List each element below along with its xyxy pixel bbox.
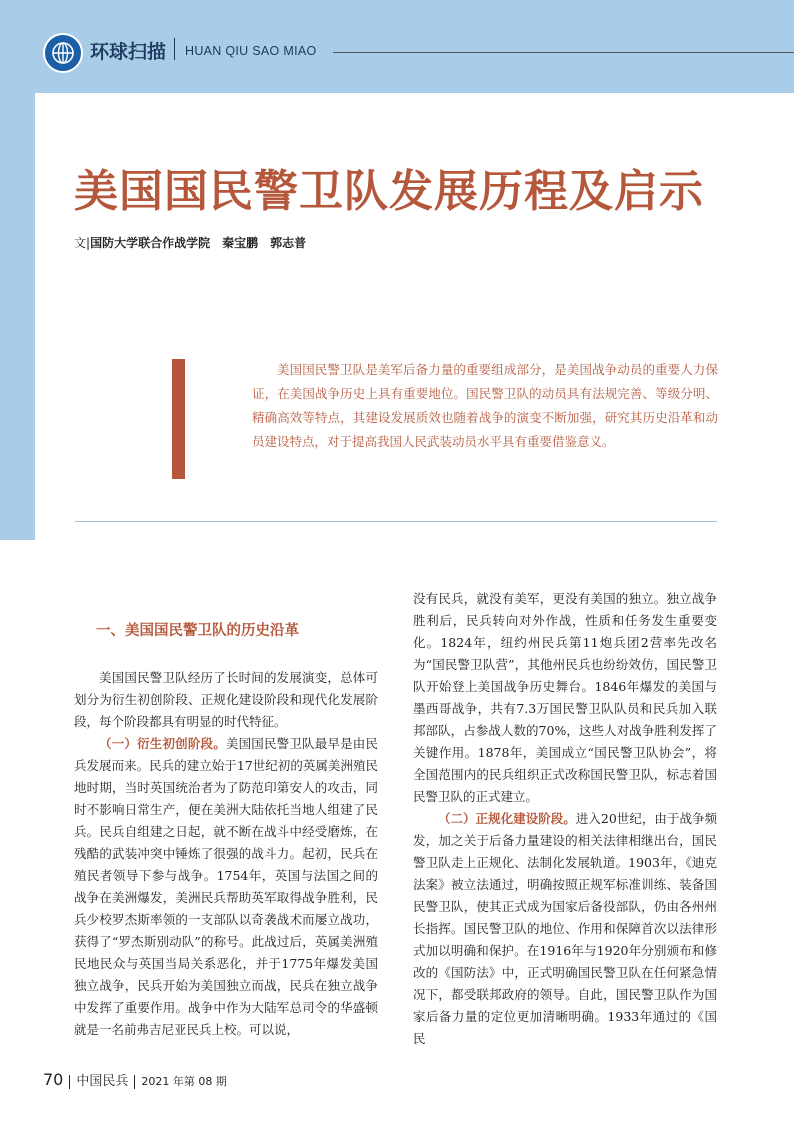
side-band	[0, 93, 35, 540]
header-rule	[333, 52, 794, 53]
subheading: （一）衍生初创阶段。	[99, 736, 226, 751]
page-footer	[43, 1070, 227, 1089]
section-pinyin: HUAN QIU SAO MIAO	[185, 44, 317, 58]
paragraph	[413, 808, 717, 1050]
byline-separator: |	[86, 236, 91, 250]
author-1: 秦宝鹏	[222, 236, 259, 250]
author-2: 郭志普	[270, 236, 307, 250]
globe-icon	[43, 33, 83, 73]
paragraph	[74, 733, 378, 1041]
column-right	[413, 588, 717, 1050]
section-heading: 一、美国国民警卫队的历史沿革	[96, 623, 299, 639]
article-title: 美国国民警卫队发展历程及启示	[74, 166, 704, 217]
paragraph: 没有民兵，就没有美军，更没有美国的独立。独立战争胜利后，民兵转向对外作战，性质和任务发生重要变化。1824年，纽约州民兵第11炮兵团2营率先改名为“国民警卫队营”，其他州民兵也纷纷效仿，国民警卫队开始登上美国战争历史舞台。1846年爆发的美国与墨西哥战争，共有7.3万国民警卫队队员和民兵加入联邦部队，占参战人数的70%，这些人对战争胜利发挥了关键作用。1878年，美国成立“国民警卫队协会”，将全国范围内的民兵组织正式改称国民警卫队，标志着国民警卫队的正式建立。	[413, 591, 717, 804]
page-number: 70	[43, 1070, 64, 1089]
column-left	[74, 596, 378, 1041]
abstract-separator	[75, 521, 717, 522]
paragraph-text: 美国国民警卫队最早是由民兵发展而来。民兵的建立始于17世纪初的英属美洲殖民地时期，当时英国统治者为了防范印第安人的攻击，同时不影响日常生产，便在美洲大陆依托当地人组建了民兵。民兵自组建之日起，就不断在战斗中经受磨炼，在残酷的武装冲突中锤炼了很强的战斗力。起初，民兵在殖民者领导下参与战争。1754年，英国与法国之间的战争在美洲爆发，美洲民兵帮助英军取得战争胜利，民兵少校罗杰斯率领的一支部队以奇袭战术而屡立战功，获得了“罗杰斯别动队”的称号。此战过后，英属美洲殖民地民众与英国当局关系恶化，并于1775年爆发美国独立战争，民兵开始为美国独立而战，民兵在独立战争中发挥了重要作用。战争中作为大陆军总司令的华盛顿就是一名前弗吉尼亚民兵上校。可以说，	[74, 736, 378, 1037]
byline-affiliation: 国防大学联合作战学院	[90, 236, 211, 250]
section-divider	[174, 38, 175, 60]
byline	[74, 234, 306, 251]
abstract: 美国国民警卫队是美军后备力量的重要组成部分，是美国战争动员的重要人力保证，在美国战争历史上具有重要地位。国民警卫队的动员具有法规完善、等级分明、精确高效等特点，其建设发展质效也随着战争的演变不断加强，研究其历史沿革和动员建设特点，对于提高我国人民武装动员水平具有重要借鉴意义。	[252, 362, 718, 449]
byline-prefix: 文	[74, 236, 87, 250]
magazine-name: 中国民兵	[76, 1074, 129, 1089]
issue-label: 2021 年第 08 期	[141, 1075, 227, 1088]
section-name: 环球扫描	[90, 41, 167, 63]
paragraph-text: 进入20世纪，由于战争频发，加之关于后备力量建设的相关法律相继出台，国民警卫队走上正规化、法制化发展轨道。1903年，《迪克法案》被立法通过，明确按照正规军标准训练、装备国民警卫队，使其正式成为国家后备役部队，仍由各州州长指挥。国民警卫队的地位、作用和保障首次以法律形式加以明确和保护。在1916年与1920年分别颁布和修改的《国防法》中，正式明确国民警卫队在任何紧急情况下，都受联邦政府的领导。自此，国民警卫队作为国家后备力量的定位更加清晰明确。1933年通过的《国民	[413, 811, 717, 1046]
paragraph: 美国国民警卫队经历了长时间的发展演变，总体可划分为衍生初创阶段、正规化建设阶段和现代化发展阶段，每个阶段都具有明显的时代特征。	[74, 670, 378, 729]
abstract-accent-bar	[172, 359, 185, 479]
subheading: （二）正规化建设阶段。	[438, 811, 576, 826]
